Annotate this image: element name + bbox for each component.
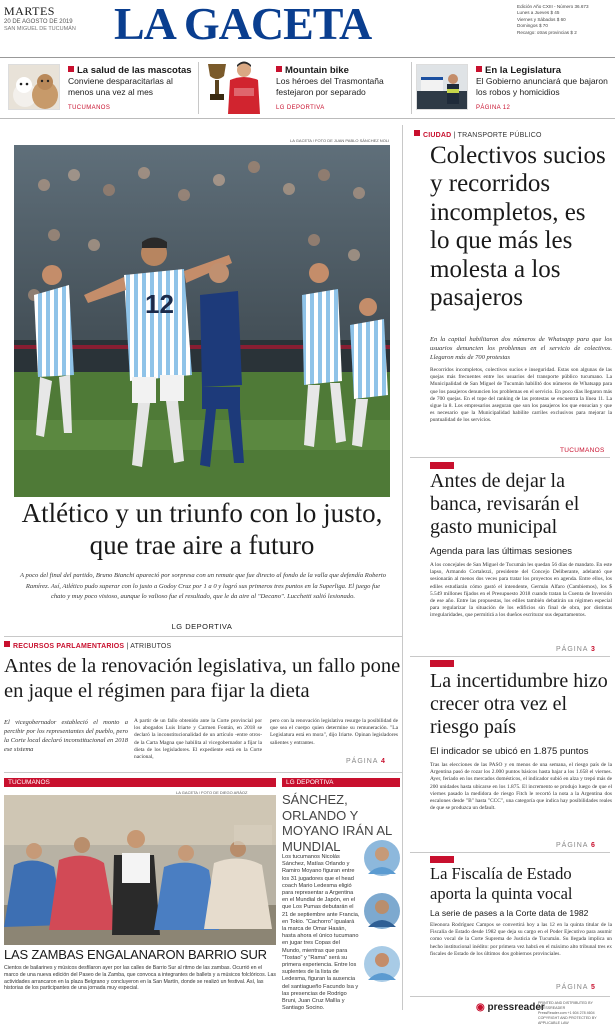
main-bottom-divider (4, 636, 402, 637)
page-number: 6 (591, 842, 596, 849)
section-label: CIUDAD (423, 132, 452, 139)
concejo-subhead: Agenda para las últimas sesiones (430, 546, 573, 557)
accent-block (430, 660, 454, 667)
riesgo-page-ref[interactable] (556, 842, 596, 849)
legislativa-col1: A partir de un fallo obtenido ante la Corte provincial por los abogados Luis Iriarte y Carmen Fontán, en 2018 se declaró la inconstitucionalidad de un artículo -entre otros- de la Carta Magna que habilita al vicegobernador a fijar la dieta de los legisladores. El expediente está en la Corte nacional, (134, 718, 262, 761)
teaser-text: Conviene desparacitarlas al menos una vez al mes (68, 76, 173, 97)
mundial-tag: LG DEPORTIVA (282, 778, 400, 787)
pets-photo (8, 64, 60, 110)
masthead-day: MARTES (4, 4, 55, 18)
edition-line: Lunes a Jueves $ 45 (517, 10, 560, 16)
concejo-body: A los concejales de San Miguel de Tucumán les quedan 56 días de mandato. En este lapso, Armando Cortalezzi, presidente del Concejo Deliberante, adelantó que sesionarán al menos dos veces para tratar los proyectos en agenda. Entre ellos, los ediles estudiarán cómo gastó el intendente, Germán Alfaro (Cambiemos), los $ 5.549 millones fijados en el Presupuesto 2018 cuando tratan la Cuenta de Inversión de ese año. Entre las propuestas, los ediles también debatirán un régimen especial para regularizar la situación de los edificios sin final de obra, por distintas irregularidades, que permitirá a los dueños escriturar sus departamentos. (430, 562, 612, 619)
legislativa-page-ref[interactable] (346, 758, 386, 765)
teaser-title: La salud de las mascotas (77, 65, 192, 76)
page-label: PÁGINA (346, 758, 379, 765)
footer-info (538, 1001, 614, 1024)
transporte-headline[interactable]: Colectivos sucios y recorridos incompletos, es lo que más les molesta a los pasajeros (430, 142, 606, 312)
pressreader-icon: ◉ (476, 1002, 485, 1013)
riesgo-headline[interactable]: La incertidumbre hizo crecer otra vez el riesgo país (430, 670, 608, 738)
teaser-mountain-bike[interactable] (202, 62, 408, 114)
divider (410, 852, 610, 853)
transporte-tag: TUCUMANOS (560, 447, 605, 454)
teaser-tag: TUCUMANOS (68, 105, 111, 111)
teaser-text: Los héroes del Trasmontaña festejaron por separado (276, 76, 384, 97)
transporte-body: Recorridos incompletos, colectivos sucios e inseguridad. Estas son algunas de las quejas más frecuentes entre los usuarios del transporte público tucumano. La Municipalidad de San Miguel de Tucumán habilitó dos números de Whatsapp para que los pasajeros denuncien los problemas en el servicio. En poco días llegaron más de 700 quejas. En el tope del ranking de las protestas se encuentra la línea 11. La sigue la 8. Los empresarios aseguran que son los pasajeros los que ensucian y que es necesario que la Municipalidad habilite carriles exclusivos para mejorar la puntualidad de los servicios. (430, 367, 612, 424)
edition-line: Viernes y Sábados $ 60 (517, 16, 566, 22)
page-label: PÁGINA (556, 842, 589, 849)
masthead-city: SAN MIGUEL DE TUCUMÁN (4, 26, 76, 32)
footer-line: PRINTED AND DISTRIBUTED BY PRESSREADER (538, 1001, 593, 1010)
mundial-headline[interactable]: SÁNCHEZ, ORLANDO Y MOYANO IRÁN AL MUNDIAL (282, 792, 392, 854)
edition-info (517, 4, 609, 36)
edition-line: Domingos $ 70 (517, 23, 548, 29)
teaser-legislatura[interactable] (414, 62, 612, 114)
teaser-bottom-divider (0, 118, 615, 119)
riesgo-body: Tras las elecciones de las PASO y en menos de una semana, el riesgo país de la Argentina pasó de rozar los 2.000 puntos básicos hasta bajar a los 1.658 el viernes. Ayer, feriado en los mercados domésticos, el indicador subió en alza y trepó más de 200 unidades hasta ubicarse en los 1.875. El incremento se produjo luego de que el viernes pasado la medidora de riesgo Fitch le recortó la nota a la Argentina dos escalones desde "B" hasta "CCC", una categoría que indica hay posibilidades reales de que se produzca un default. (430, 762, 612, 812)
jersey-number: 12 (145, 289, 174, 319)
pressreader-logo[interactable] (476, 1002, 545, 1013)
zambas-body: Cientos de bailarines y músicos desfilaron ayer por las calles de Barrio Sur al ritmo de las zambas. Ocurrió en el marco de una nueva edición del Paseo de la Zamba, que convoca a integrantes de ballets y a músicos folclóricos. Las actividades arrancaron en la plaza Belgrano y concluyeron en la San Martín, donde se realizó un festival. Así, las historias de los participantes de una jornada muy especial. (4, 965, 276, 992)
page-number: 4 (381, 758, 386, 765)
transporte-deck: En la capital habilitaron dos números de Whatsapp para que los usuarios denuncien los problemas en el servicio de colectivos. Llegaron más de 700 protestas (430, 336, 612, 361)
masthead-divider (0, 57, 615, 58)
accent-block (430, 462, 454, 469)
edition-line: Edición Año CXIII - Número 36.673 (517, 4, 589, 9)
teaser-mascotas[interactable] (6, 62, 196, 114)
player-photo (364, 893, 400, 929)
footer-line: COPYRIGHT AND PROTECTED BY APPLICABLE LAW (538, 1016, 597, 1024)
main-deck: A poco del final del partido, Bruno Bianchi apareció por sorpresa con un remate que fue directo al fondo de la valla que defendía Roberto Ramírez. Así, Atlético pudo superar con lo justo a Godoy Cruz por 1 a 0 y logró sus primeros tres puntos en la Superliga. El juego fue chato y muy poco vistoso, aunque lo valioso fue el resultado, que le da aire al "Decano". Lucchetti salió lesionado. (19, 572, 387, 600)
main-section-label: LG DEPORTIVA (171, 622, 233, 631)
subsection-label: TRANSPORTE PÚBLICO (457, 132, 542, 139)
teaser-tag: PÁGINA 12 (476, 105, 511, 111)
page-label: PÁGINA (556, 984, 589, 991)
teaser-divider (198, 62, 199, 114)
teaser-title: En la Legislatura (485, 65, 562, 76)
teaser-text: El Gobierno anunciará que bajaron los robos y homicidios (476, 76, 608, 97)
page-label: PÁGINA (556, 646, 589, 653)
pressreader-label: pressreader (487, 1002, 545, 1013)
teaser-title: Mountain bike (285, 65, 349, 76)
riesgo-subhead: El indicador se ubicó en 1.875 puntos (430, 746, 589, 757)
legislativa-lead: El vicegobernador estableció el monto a percibir por los representantes del pueblo, pero la Corte local declaró inconstitucional en 2018 ese sistema (4, 719, 128, 753)
football-celebration-photo[interactable] (14, 145, 390, 497)
masthead-date: 20 DE AGOSTO DE 2019 (4, 19, 73, 25)
concejo-headline[interactable]: Antes de dejar la banca, revisarán el gasto municipal (430, 470, 580, 538)
legislativa-headline[interactable]: Antes de la renovación legislativa, un fallo pone en jaque el régimen para fijar la dieta (4, 655, 401, 702)
fiscalia-page-ref[interactable] (556, 984, 596, 991)
fiscalia-body: Eleonora Rodríguez Campos se convertirá hoy a las 12 en la quinta titular de la Fiscalía de Estado desde 1982 que deja su cargo en el Poder Ejecutivo para asumir como vocal de la Corte Suprema de Justicia de Tucumán. Su llegada implica un hecho institucional inédito: por primera vez habrá en el máximo alto tribunal tres ex fiscales de Estado de los últimos dos gobiernos provinciales. (430, 922, 612, 957)
footer-divider (410, 996, 610, 997)
edition-line: Recargo: otras provincias $ 2 (517, 29, 577, 35)
concejo-page-ref[interactable] (556, 646, 596, 653)
section-label: RECURSOS PARLAMENTARIOS (13, 643, 125, 650)
footer-line: PressReader.com +1 604 278 4604 (538, 1011, 595, 1015)
divider (410, 457, 610, 458)
mundial-body: Los tucumanos Nicolás Sánchez, Matías Orlando y Ramiro Moyano figuran entre los 31 jugadores que el head coach Mario Ledesma eligió para representar a Argentina en el Mundial de Japón, en el que Los Pumas debutarán el 21 de septiembre ante Francia, en Tokio. "Cachorro" igualará la marca de Omar Hasán, hasta ahora el único tucumano en jugar tres Copas del Mundo, mientras que para "Tostao" y "Rama" será su primera experiencia. Entre los suplentes de la lista de Ledesma, figuran la ausencia del santiagueño Facundo Isa y las presencias de Rodrigo Bruni, Juan Cruz Mallía y Santiago Socino. (282, 854, 360, 1012)
accent-block (430, 856, 454, 863)
main-headline[interactable]: Atlético y un triunfo con lo justo, que trae aire a futuro (21, 498, 383, 560)
legislativa-col2: pero con la renovación legislativa resurge la posibilidad de que sea el cuerpo quien determine su remuneración. "La Legislatura está en mora", dijo Iriarte. Opinan legisladores salientes y entrantes. (270, 718, 398, 746)
divider (4, 772, 402, 773)
player-photo (364, 840, 400, 876)
column-divider (402, 125, 403, 1010)
zambas-photo-credit: LA GACETA / FOTO DE DIEGO ARÁOZ (176, 790, 248, 795)
photo-credit: LA GACETA / FOTO DE JUAN PABLO SÁNCHEZ NOLI (290, 138, 390, 143)
cyclist-trophy-photo (204, 58, 270, 114)
police-photo (416, 64, 468, 110)
teaser-divider (411, 62, 412, 114)
divider (410, 656, 610, 657)
legislativa-section-tag: RECURSOS PARLAMENTARIOS | ATRIBUTOS (4, 641, 400, 650)
newspaper-logo[interactable]: LA GACETA (114, 0, 372, 49)
zambas-headline[interactable]: LAS ZAMBAS ENGALANARON BARRIO SUR (4, 947, 267, 962)
teaser-tag: LG DEPORTIVA (276, 105, 325, 111)
page-number: 3 (591, 646, 596, 653)
fiscalia-headline[interactable]: La Fiscalía de Estado aporta la quinta vocal (430, 864, 573, 903)
fiscalia-subhead: La serie de pases a la Corte data de 1982 (430, 908, 589, 918)
page-number: 5 (591, 984, 596, 991)
subsection-label: ATRIBUTOS (130, 643, 172, 650)
zamba-dancers-photo[interactable] (4, 795, 276, 945)
zambas-tag: TUCUMANOS (4, 778, 276, 787)
transporte-section-tag: CIUDAD | TRANSPORTE PÚBLICO (414, 130, 614, 139)
player-photo (364, 946, 400, 982)
